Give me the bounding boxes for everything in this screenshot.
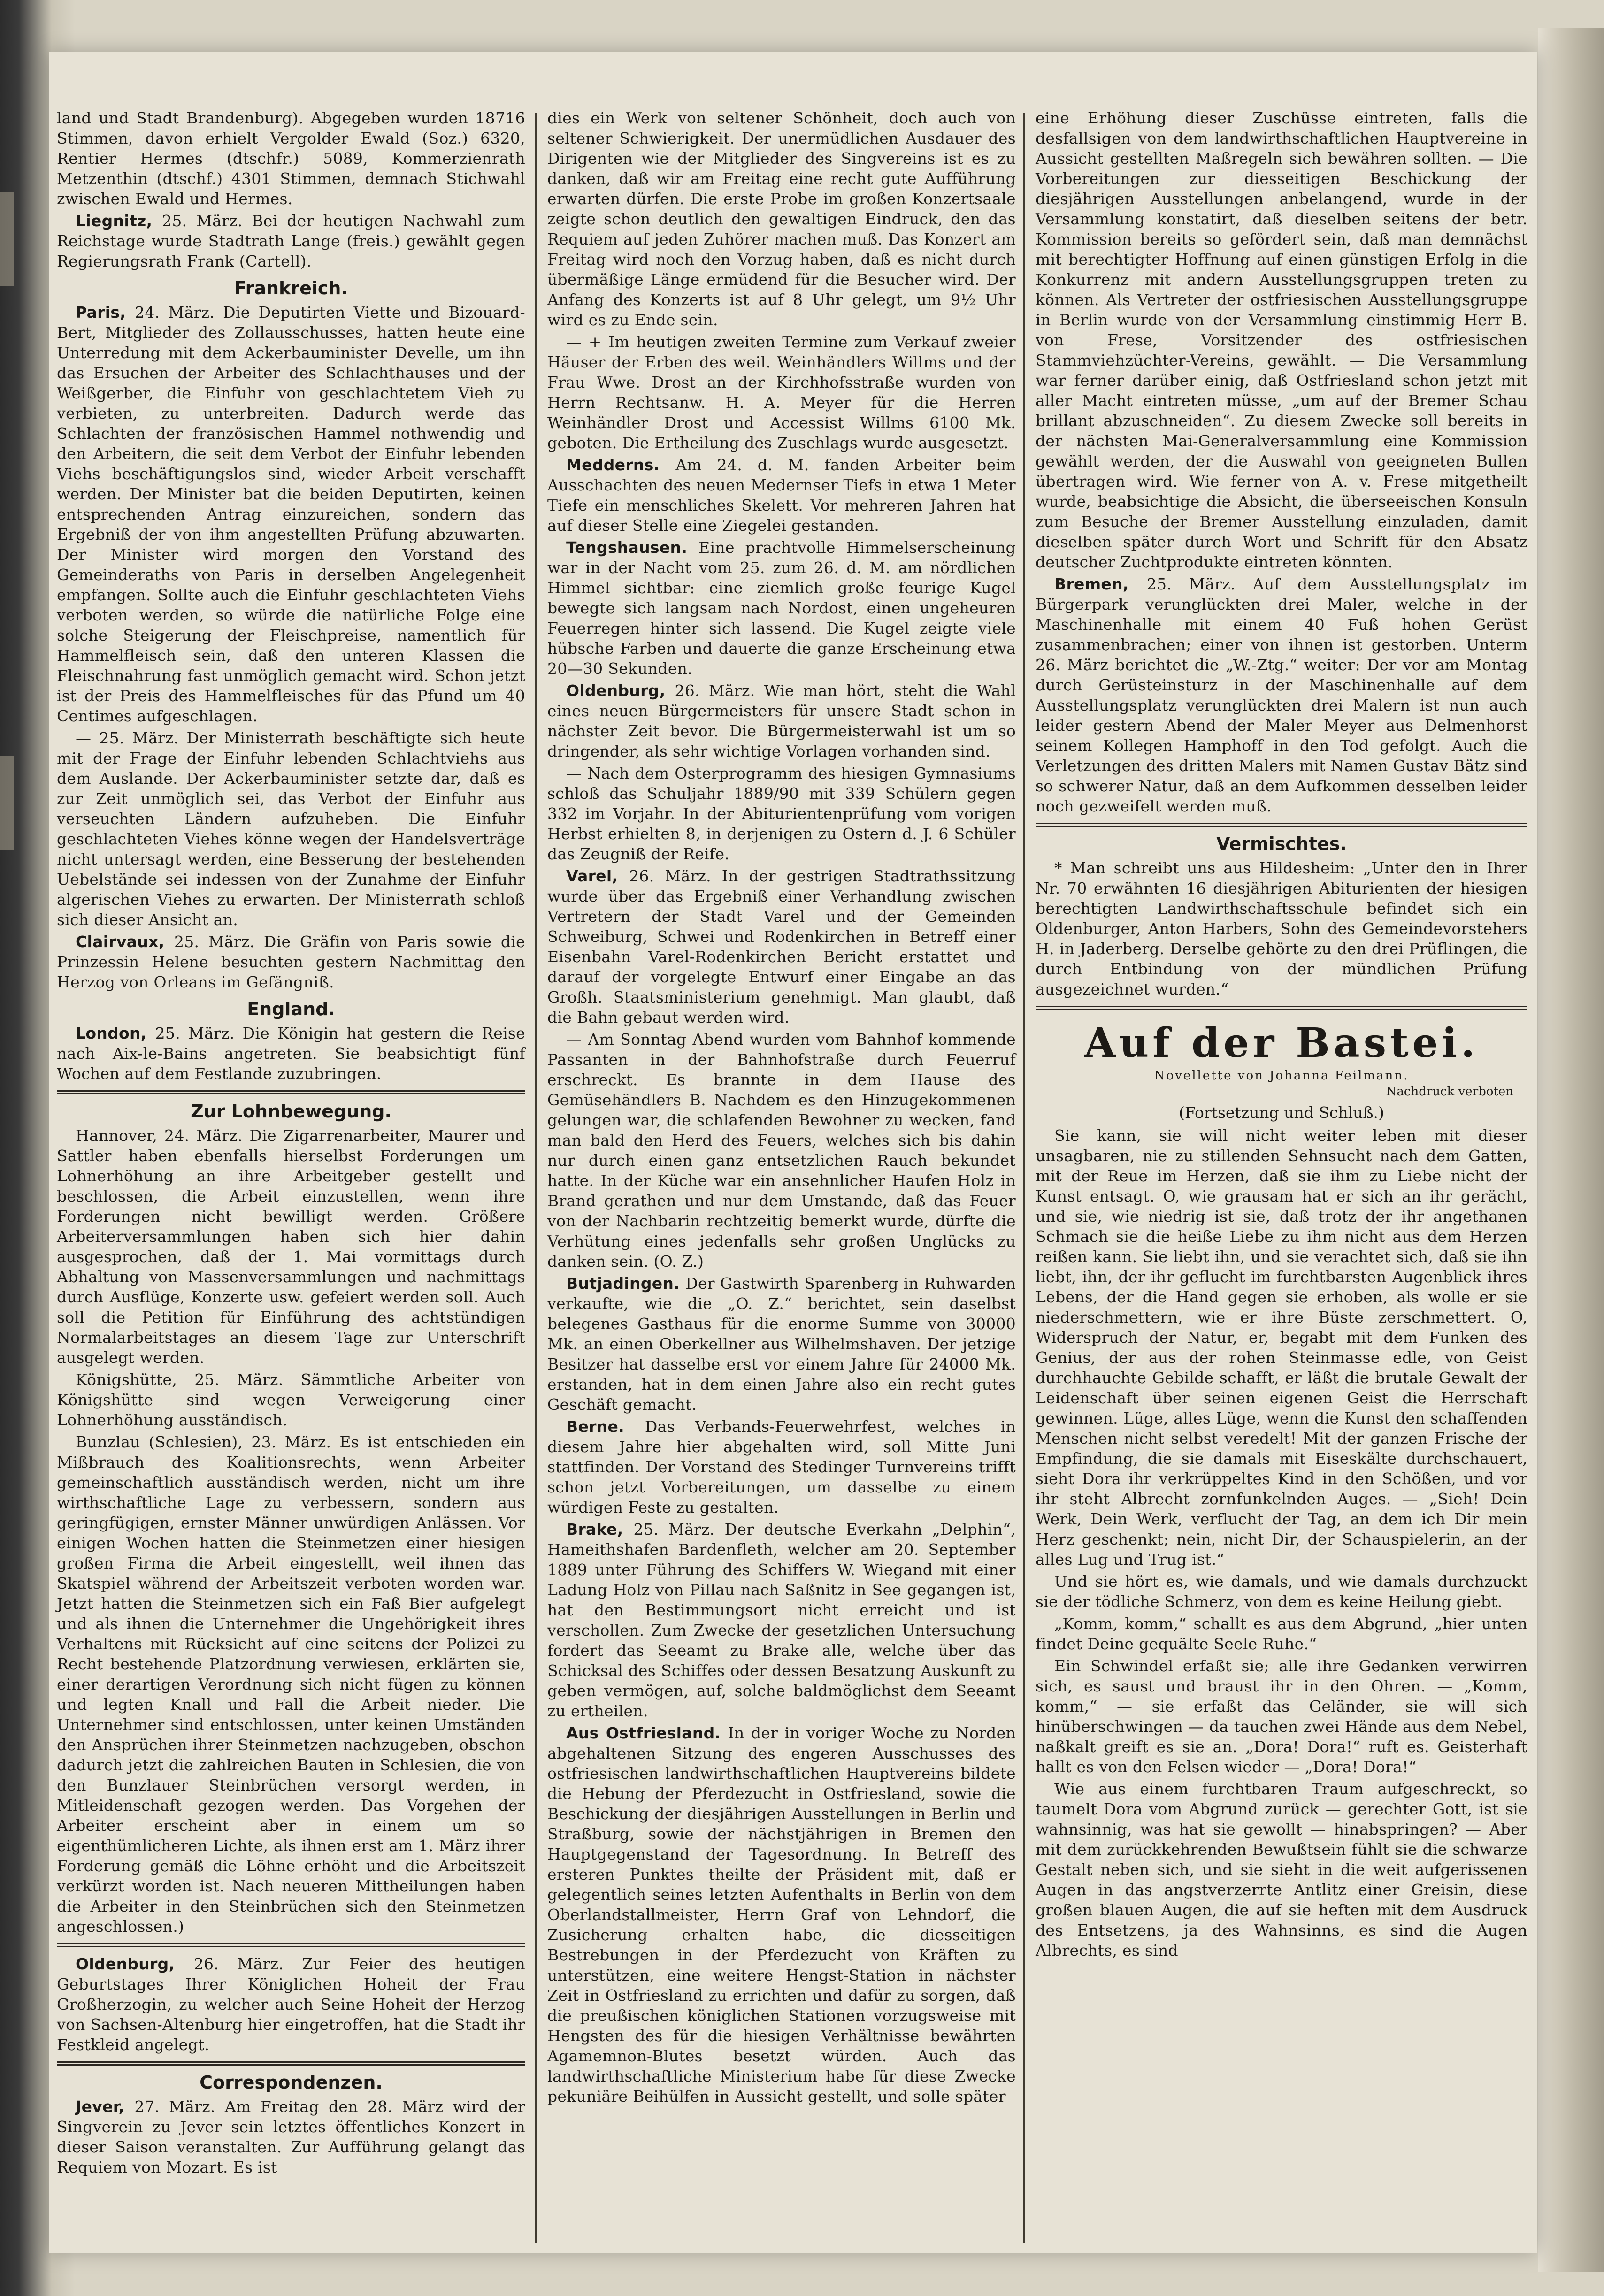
section-heading: Vermischtes. <box>1216 834 1347 854</box>
dateline: Paris, <box>76 303 135 321</box>
story-paragraph: „Komm, komm,“ schallt es aus dem Abgrund, „hier unten findet Deine gequälte Seele Ruhe.“ <box>1036 1615 1527 1653</box>
dateline: Bremen, <box>1054 575 1147 593</box>
column-3 <box>1028 108 1535 2267</box>
dateline: Jever, <box>76 2097 135 2116</box>
article-paragraph: Oldenburg, 26. März. Wie man hört, steht die Wahl eines neuen Bürgermeisters für unsere Stadt schon in nächster Zeit bevor. Die Bürgermeisterwahl ist um so dringender, als sehr wichtige Vorlagen vorhanden sind. <box>547 681 1016 760</box>
page-edge <box>1538 28 1604 2272</box>
continuation-note: (Fortsetzung und Schluß.) <box>1179 1103 1384 1122</box>
dateline: Clairvaux, <box>76 933 174 951</box>
dateline: Varel, <box>566 867 629 885</box>
article-paragraph: Hannover, 24. März. Die Zigarrenarbeiter, Maurer und Sattler haben ebenfalls hierselbst Forderungen um Lohnerhöhung an ihre Arbeitgeber gestellt und beschlossen, die Arbeit einzustellen, wenn ihre Forderungen nicht bewilligt werden. Größere Arbeiterversammlungen haben sich hier dahin ausgesprochen, daß der 1. Mai vormittags durch Abhaltung von Massenversammlungen und nachmittags durch Ausflüge, Konzerte usw. gefeiert werden soll. Auch soll die Petition für Einführung des achtstündigen Normalarbeitstages an diesem Tage zur Unterschrift ausgelegt werden. <box>57 1126 525 1367</box>
section-divider <box>1036 1006 1527 1010</box>
margin-stain <box>0 192 14 286</box>
article-paragraph: Jever, 27. März. Am Freitag den 28. März wird der Singverein zu Jever sein letztes öffentliches Konzert in dieser Saison veranstalten. Zur Aufführung gelangt das Requiem von Mozart. Es ist <box>57 2097 525 2176</box>
article-paragraph: Brake, 25. März. Der deutsche Everkahn „Delphin“, Hameithshafen Bardenfleth, welcher am 20. September 1889 unter Führung des Schiffers W. Wiegand mit einer Ladung Holz von Pillau nach Saßnitz in See gegangen ist, hat den Bestimmungsort nicht erreicht und ist verschollen. Zum Zwecke der gesetzlichen Untersuchung fordert das Seeamt zu Brake alle, welche über das Schicksal des Schiffes oder dessen Besatzung Auskunft zu geben vermögen, auf, solche baldmöglichst dem Seeamt zu ertheilen. <box>547 1520 1016 1720</box>
article-paragraph: Bremen, 25. März. Auf dem Ausstellungsplatz im Bürgerpark verunglückten drei Maler, welche in der Maschinenhalle mit einem 40 Fuß hohen Gerüst zusammenbrachen; einer von ihnen ist gestorben. Unterm 26. März berichtet die „W.-Ztg.“ weiter: Der vor am Montag durch Gerüsteinsturz in der Maschinenhalle auf dem Ausstellungsplatz verunglückten drei Malern ist nun auch leider gestern Abend der Maler Meyer aus Delmenhorst seinem Kollegen Hamphoff in den Tod gefolgt. Auch die Verletzungen des dritten Malers mit Namen Gustav Bätz sind so schwerer Natur, daß an dem Aufkommen desselben leider noch gezweifelt werden muß. <box>1036 575 1527 815</box>
column-rule <box>1023 113 1025 2243</box>
story-paragraph: Sie kann, sie will nicht weiter leben mit dieser unsagbaren, nie zu stillenden Sehnsucht nach dem Gatten, mit der Reue im Herzen, daß sie ihm zu Liebe nicht der Kunst entsagt. O, wie grausam hat er sich an ihr gerächt, und sie, wie niedrig ist sie, daß trotz der ihr angethanen Schmach sie die heiße Liebe zu ihm nicht aus dem Herzen reißen kann. Sie liebt ihn, und sie verachtet sich, daß sie ihn liebt, ihn, der ihr geflucht im furchtbarsten Augenblick ihres Lebens, der die Hand gegen sie erhoben, als wolle er sie niederschmettern, wie er ihre Büste zerschmettert. O, Widerspruch der Natur, er, begabt mit dem Funken des Genius, der aus der rohen Steinmasse edle, von Geist durchhauchte Gebilde schafft, er läßt die brutale Gewalt der Leidenschaft über seinen eigenen Geist die Herrschaft gewinnen. Lüge, alles Lüge, wenn die Kunst den schaffenden Menschen nicht selbst veredelt! Mit der ganzen Frische der Empfindung, die sie damals mit Eiseskälte durchschauert, sieht Dora ihr verkrüppeltes Kind in den Schößen, und vor ihr steht Albrecht zornfunkelnden Auges. — „Sieh! Dein Werk, Dein Werk, verflucht der Tag, an dem ich Dir mein Herz geschenkt; nein, nicht Dir, der Schauspielerin, an der alles Lug und Trug ist.“ <box>1036 1126 1527 1569</box>
article-paragraph: Liegnitz, 25. März. Bei der heutigen Nachwahl zum Reichstage wurde Stadtrath Lange (freis.) gewählt gegen Regierungsrath Frank (Cartell). <box>57 212 526 270</box>
dateline: Berne. <box>566 1417 645 1436</box>
section-divider <box>57 1090 525 1094</box>
article-paragraph: Butjadingen. Der Gastwirth Sparenberg in Ruhwarden verkaufte, wie die „O. Z.“ berichtet, sein daselbst belegenes Gasthaus für die enorme Summe von 30000 Mk. an einen Oberkellner aus Wilhelmshaven. Der jetzige Besitzer hat dasselbe erst vor einem Jahre für 24000 Mk. erstanden, hat in dem einen Jahre also ein recht gutes Geschäft gemacht. <box>547 1274 1016 1414</box>
left-margin <box>0 52 49 2253</box>
dateline: Brake, <box>566 1520 634 1538</box>
article-paragraph: — + Im heutigen zweiten Termine zum Verkauf zweier Häuser der Erben des weil. Weinhändlers Willms und der Frau Wwe. Drost an der Kirchhofsstraße wurden von Herrn Rechtsanw. H. A. Meyer für die Herren Weinhändler Drost und Accessist Willms 6100 Mk. geboten. Die Ertheilung des Zuschlags wurde ausgesetzt. <box>547 333 1016 452</box>
article-paragraph: Clairvaux, 25. März. Die Gräfin von Paris sowie die Prinzessin Helene besuchten gestern Nachmittag den Herzog von Orleans im Gefängniß. <box>57 933 525 991</box>
margin-stain <box>0 756 14 850</box>
dateline: Oldenburg, <box>76 1955 194 1973</box>
article-paragraph: Berne. Das Verbands-Feuerwehrfest, welches in diesem Jahre hier abgehalten wird, soll Mitte Juni stattfinden. Der Vorstand des Stedinger Turnvereins trifft schon jetzt Vorbereitungen, um dasselbe zu einem würdigen Feste zu gestalten. <box>547 1417 1016 1516</box>
dateline: Liegnitz, <box>76 212 162 230</box>
article-paragraph: Paris, 24. März. Die Deputirten Viette und Bizouard-Bert, Mitglieder des Zollausschusses, hatten heute eine Unterredung mit dem Ackerbauminister Develle, um ihn das Ersuchen der Arbeiter des Schlachthauses und der Weißgerber, die Einfuhr von geschlachtetem Vieh zu verbieten, zu unterbreiten. Dadurch werde das Schlachten der französischen Hammel nothwendig und den Arbeitern, die seit dem Verbot der Einfuhr lebenden Viehs beschäftigungslos sind, wieder Arbeit verschafft werden. Der Minister bat die beiden Deputirten, keinen entsprechenden Antrag einzureichen, sondern das Ergebniß der von ihm angestellten Prüfung abzuwarten. Der Minister wird morgen den Vorstand des Gemeinderaths von Paris in derselben Angelegenheit empfangen. Sollte auch die Einfuhr geschlachteten Viehs verboten werden, so würde die natürliche Folge eine solche Steigerung der Fleischpreise, namentlich für Hammelfleisch sein, daß den unteren Klassen die Fleischnahrung fast unmöglich gemacht wird. Schon jetzt ist der Preis des Hammelfleisches für das Pfund um 40 Centimes aufgeschlagen. <box>57 303 526 725</box>
section-heading: Correspondenzen. <box>200 2072 383 2093</box>
dateline: Tengshausen. <box>566 538 699 557</box>
dateline: London, <box>76 1024 155 1042</box>
article-paragraph: Oldenburg, 26. März. Zur Feier des heutigen Geburtstages Ihrer Königlichen Hoheit der Frau Großherzogin, zu welcher auch Seine Hoheit der Herzog von Sachsen-Altenburg hier eingetroffen, hat die Stadt ihr Festkleid angelegt. <box>57 1955 525 2054</box>
article-paragraph: — Nach dem Osterprogramm des hiesigen Gymnasiums schloß das Schuljahr 1889/90 mit 339 Schülern gegen 332 im Vorjahr. In der Abiturientenprüfung vom vorigen Herbst erhielten 8, in derjenigen zu Ostern d. J. 6 Schüler das Zeugniß der Reife. <box>547 764 1016 863</box>
story-paragraph: Wie aus einem furchtbaren Traum aufgeschreckt, so taumelt Dora vom Abgrund zurück — gerechter Gott, ist sie wahnsinnig, was hat sie gewollt — hinabspringen? — Aber mit dem zurückkehrenden Bewußtsein fühlt sie die schwarze Gestalt neben sich, und sie sieht in die weit aufgerissenen Augen in das angstverzerrte Antlitz einer Greisin, diese großen blauen Augen, die auf sie heften mit dem Ausdruck des Entsetzens, ja des Wahnsinns, es sind die Augen Albrechts, es sind <box>1036 1780 1527 1959</box>
article-paragraph: * Man schreibt uns aus Hildesheim: „Unter den in Ihrer Nr. 70 erwähnten 16 diesjährigen Abiturienten der hiesigen berechtigten Landwirthschaftsschule befindet sich ein Oldenburger, Anton Harbers, Sohn des Gemeindevorstehers H. in Jaderberg. Derselbe gehörte zu den drei Prüflingen, die durch Entbindung von der mündlichen Prüfung ausgezeichnet wurden.“ <box>1036 859 1527 998</box>
dateline: Oldenburg, <box>566 681 675 700</box>
section-divider <box>1036 823 1527 827</box>
section-heading: Zur Lohnbewegung. <box>191 1101 391 1122</box>
article-paragraph: Aus Ostfriesland. In der in voriger Woche zu Norden abgehaltenen Sitzung des engeren Ausschusses des ostfriesischen landwirthschaftlichen Hauptvereins bildete die Hebung der Pferdezucht in Ostfriesland, sowie die Beschickung der diesjährigen Ausstellungen in Berlin und Straßburg, sowie der nächstjährigen in Bremen den Hauptgegenstand der Tagesordnung. In Betreff des ersteren Punktes theilte der Präsident mit, daß er gelegentlich seines letzten Aufenthalts in Berlin von dem Oberlandstallmeister, Herrn Graf von Lehndorf, die Zusicherung erhalten habe, die diesseitigen Bestrebungen in der Pferdezucht von Kräften zu unterstützen, eine weitere Hengst-Station in nächster Zeit in Ostfriesland zu errichten und dafür zu sorgen, daß die preußischen königlichen Stationen vorzugsweise mit Hengsten des für die hiesigen Verhältnisse bewährten Agamemnon-Blutes besetzt würden. Auch das landwirthschaftliche Ministerium habe für diese Zwecke pekuniäre Beihülfen in Aussicht gestellt, und solle später <box>547 1724 1016 2105</box>
section-divider <box>57 2061 525 2066</box>
section-heading: Frankreich. <box>234 278 348 298</box>
article-paragraph: Bunzlau (Schlesien), 23. März. Es ist entschieden ein Mißbrauch des Koalitionsrechts, wenn Arbeiter gemeinschaftlich ausständisch werden, nicht um ihre wirthschaftliche Lage zu verbessern, sondern aus geringfügigen, ernster Männer unwürdigen Anlässen. Vor einigen Wochen hatten die Steinmetzen einer hiesigen großen Firma die Arbeit eingestellt, weil ihnen das Skatspiel während der Arbeitszeit verboten worden war. Jetzt hatten die Steinmetzen sich ein Faß Bier aufgelegt und als ihnen die Unternehmer die Ungehörigkeit ihres Verhaltens mit Rücksicht auf eine seitens der Polizei zu Recht bestehende Platzordnung verwiesen, erklärten sie, einer derartigen Verordnung sich nicht fügen zu können und legten Knall und Fall die Arbeit nieder. Die Unternehmer sind entschlossen, unter keinen Umständen den Ansprüchen ihrer Steinmetzen nachzugeben, obschon dadurch jetzt die zahlreichen Bauten in Schlesien, die von den Bunzlauer Steinbrüchen versorgt werden, in Mitleidenschaft gezogen werden. Das Vorgehen der Arbeiter erscheint aber in einem um so eigenthümlicheren Lichte, als ihnen erst am 1. März ihrer Forderung gemäß die Löhne erhöht und die Arbeitszeit verkürzt worden ist. Nach neueren Mittheilungen haben die Arbeiter in den Steinbrüchen sich den Steinmetzen angeschlossen.) <box>57 1433 525 1936</box>
column-1 <box>49 108 533 2267</box>
dateline: Butjadingen. <box>566 1274 686 1293</box>
column-2 <box>540 108 1023 2267</box>
article-paragraph: — 25. März. Der Ministerrath beschäftigte sich heute mit der Frage der Einfuhr lebenden Schlachtviehs aus dem Auslande. Der Ackerbauminister setzte dar, daß es zur Zeit unmöglich sei, das Verbot der Einfuhr aus verseuchten Ländern aufzuheben. Die Einfuhr geschlachteten Viehes könne wegen der Handelsverträge nicht untersagt werden, eine Besserung der bestehenden Uebelstände sei indessen von der Zunahme der Einfuhr algerischen Viehes zu erwarten. Der Ministerrath schloß sich dieser Ansicht an. <box>57 729 525 929</box>
section-divider <box>57 1943 525 1947</box>
dateline: Aus Ostfriesland. <box>566 1724 728 1742</box>
section-heading: England. <box>247 999 335 1019</box>
column-rule <box>535 113 537 2243</box>
story-paragraph: Ein Schwindel erfaßt sie; alle ihre Gedanken verwirren sich, es saust und braust ihr in den Ohren. — „Komm, komm,“ — sie erfaßt das Geländer, sie will sich hinüberschwingen — da tauchen zwei Hände aus dem Nebel, naßkalt greift es sie an. „Dora! Dora!“ ruft es. Geisterhaft hallt es von den Felsen wieder — „Dora! Dora!“ <box>1036 1657 1527 1776</box>
article-paragraph: Königshütte, 25. März. Sämmtliche Arbeiter von Königshütte sind wegen Verweigerung einer Lohnerhöhung ausständisch. <box>57 1370 525 1429</box>
reprint-notice: Nachdruck verboten <box>1386 1085 1513 1099</box>
article-paragraph: eine Erhöhung dieser Zuschüsse eintreten, falls die desfallsigen von dem landwirthschaftlichen Hauptvereine in Aussicht gestellten Maßregeln sich bewähren sollten. — Die Vorbereitungen zur diesseitigen Beschickung der diesjährigen Ausstellungen anbelangend, wurde in der Versammlung konstatirt, daß dieselben seitens der betr. Kommission bereits so gefördert sein, daß man demnächst mit berechtigter Hoffnung auf einen günstigen Erfolg in die Konkurrenz mit andern Ausstellungsgruppen treten zu können. Als Vertreter der ostfriesischen Ausstellungsgruppe in Berlin wurde von der Versammlung einstimmig Herr B. von Frese, Vorsitzender des ostfriesischen Stammviehzüchter-Vereins, gewählt. — Die Versammlung war ferner darüber einig, daß Ostfriesland schon jetzt mit aller Macht eintreten müsse, „um auf der Bremer Schau brillant abzuschneiden“. Zu diesem Zwecke soll bereits in der nächsten Mai-Generalversammlung eine Kommission gewählt werden, der die Auswahl von geeigneten Bullen übertragen wird. Wie ferner von A. v. Frese mitgetheilt wurde, beabsichtige die Absicht, die überseeischen Konsuln zum Besuche der Bremer Ausstellung einzuladen, damit dieselben später durch Wort und Schrift für den Absatz deutscher Zuchtprodukte eintreten könnten. <box>1036 109 1527 571</box>
story-paragraph: Und sie hört es, wie damals, und wie damals durchzuckt sie der tödliche Schmerz, von dem es keine Heilung giebt. <box>1036 1572 1527 1611</box>
story-title: Auf der Bastei. <box>1084 1019 1479 1067</box>
dateline: Medderns. <box>566 456 676 474</box>
article-paragraph: London, 25. März. Die Königin hat gestern die Reise nach Aix-le-Bains angetreten. Sie beabsichtigt fünf Wochen auf dem Festlande zuzubringen. <box>57 1024 526 1083</box>
article-paragraph: — Am Sonntag Abend wurden vom Bahnhof kommende Passanten in der Bahnhofstraße durch Feuerruf erschreckt. Es brannte in dem Hause des Gemüsehändlers B. Nachdem es den Hinzugekommenen gelungen war, die schlafenden Bewohner zu wecken, fand man bald den Herd des Feuers, welches sich bis dahin nur durch einen ganz entsetzlichen Rauch bekundet hatte. In der Küche war ein ansehnlicher Haufen Holz in Brand gerathen und nur dem Umstande, daß das Feuer von der Nachbarin rechtzeitig bemerkt wurde, dürfte die Verhütung eines jedenfalls sehr großen Unglücks zu danken sein. (O. Z.) <box>547 1030 1016 1270</box>
article-paragraph: land und Stadt Brandenburg). Abgegeben wurden 18716 Stimmen, davon erhielt Vergolder Ewald (Soz.) 6320, Rentier Hermes (dtschfr.) 5089, Kommerzienrath Metzenthin (dtschf.) 4301 Stimmen, demnach Stichwahl zwischen Ewald und Hermes. <box>57 109 525 208</box>
article-paragraph: Medderns. Am 24. d. M. fanden Arbeiter beim Ausschachten des neuen Medernser Tiefs in etwa 1 Meter Tiefe ein menschliches Skelett. Vor mehreren Jahren hat auf dieser Stelle eine Ziegelei gestanden. <box>547 456 1016 535</box>
article-paragraph: Tengshausen. Eine prachtvolle Himmelserscheinung war in der Nacht vom 25. zum 26. d. M. am nördlichen Himmel sichtbar: eine ziemlich große feurige Kugel bewegte sich langsam nach Nordost, einen ungeheuren Feuerregen hinter sich lassend. Die Kugel zeigte viele hübsche Farben und dauerte die ganze Erscheinung etwa 20—30 Sekunden. <box>547 538 1016 678</box>
article-paragraph: Varel, 26. März. In der gestrigen Stadtrathssitzung wurde über das Ergebniß einer Verhandlung zwischen Vertretern der Stadt Varel und der Gemeinden Schweiburg, Schwei und Rodenkirchen in Betreff einer Eisenbahn Varel-Rodenkirchen Bericht erstattet und darauf der vorgelegte Entwurf einer Eingabe an das Großh. Staatsministerium genehmigt. Man glaubt, daß die Bahn gebaut werden wird. <box>547 867 1016 1026</box>
story-byline: Novellette von Johanna Feilmann. <box>1154 1069 1409 1083</box>
newspaper-page <box>49 52 1537 2253</box>
article-paragraph: dies ein Werk von seltener Schönheit, doch auch von seltener Schwierigkeit. Der unermüdlichen Ausdauer des Dirigenten wie der Mitglieder des Singvereins ist es zu danken, daß wir am Freitag eine recht gute Aufführung erwarten dürfen. Die erste Probe im großen Konzertsaale zeigte schon deutlich den gewaltigen Eindruck, den das Requiem auf jeden Zuhörer machen muß. Das Konzert am Freitag wird noch den Vorzug haben, daß es nicht durch übermäßige Länge ermüdend für die Besucher wird. Der Anfang des Konzerts ist auf 8 Uhr gelegt, um 9½ Uhr wird es zu Ende sein. <box>547 109 1016 329</box>
